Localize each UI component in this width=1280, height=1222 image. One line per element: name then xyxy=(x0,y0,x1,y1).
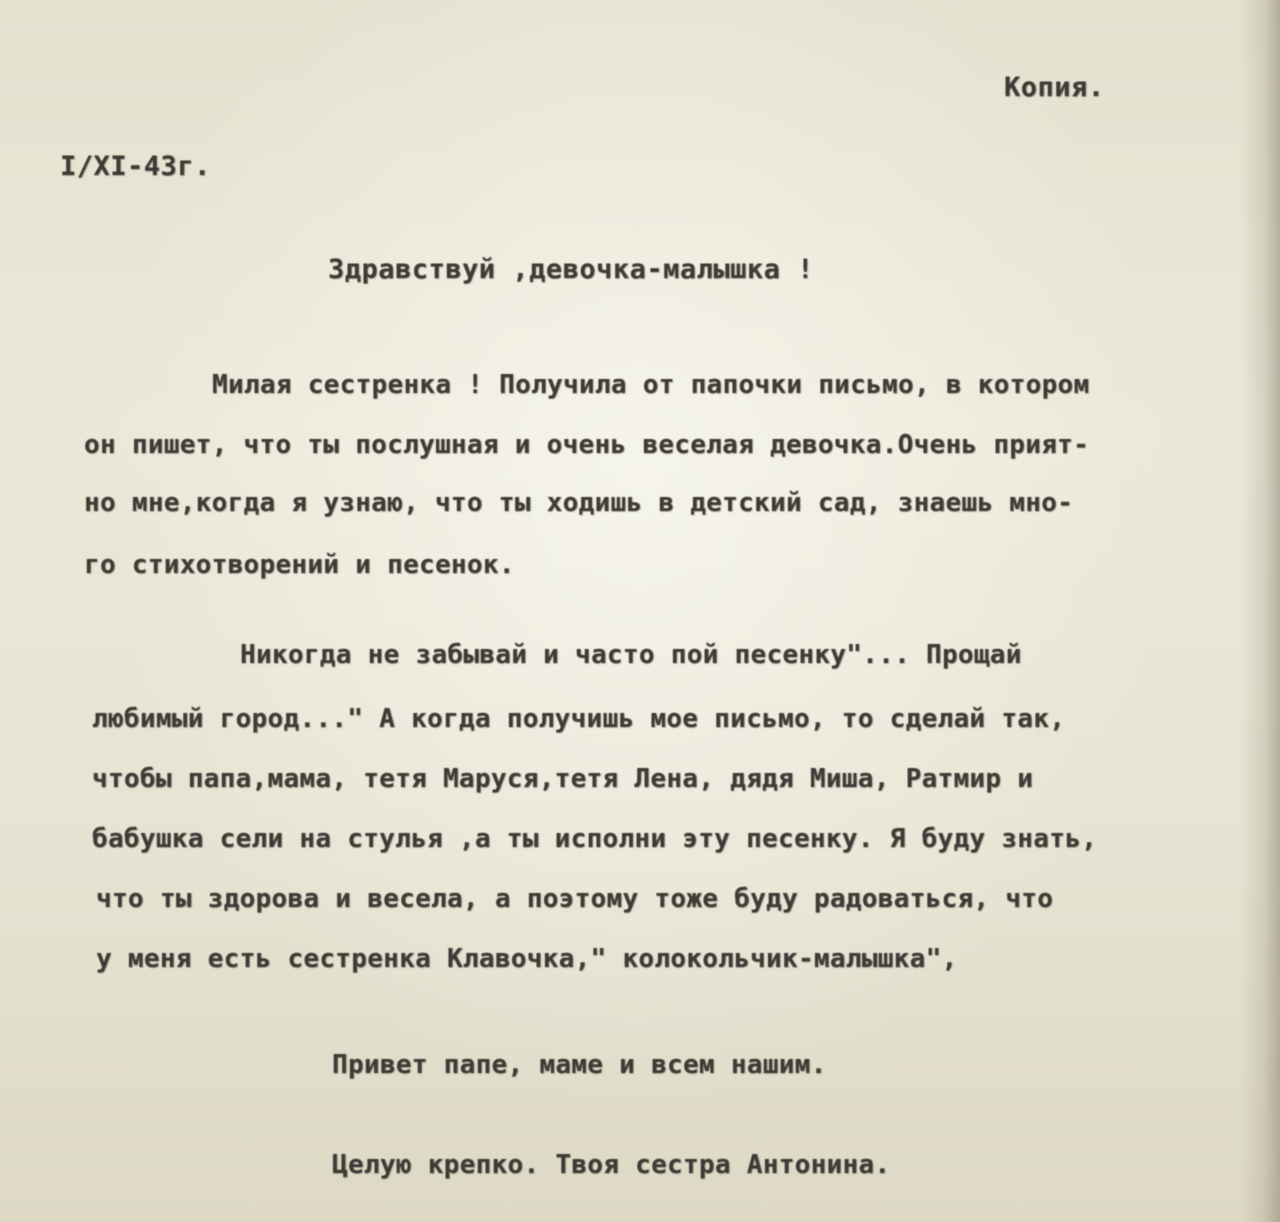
paragraph-line: любимый город..." А когда получишь мое письмо, то сделай так, xyxy=(92,704,1066,734)
paragraph-line: что ты здорова и весела, а поэтому тоже буду радоваться, что xyxy=(96,884,1054,914)
regards-line: Привет папе, маме и всем нашим. xyxy=(332,1050,827,1080)
page-edge-shadow xyxy=(1240,0,1280,1222)
paragraph-line: но мне,когда я узнаю, что ты ходишь в детский сад, знаешь мно- xyxy=(84,488,1074,518)
paragraph-line: Никогда не забывай и часто пой песенку"... Прощай xyxy=(240,640,1022,670)
signoff-line: Целую крепко. Твоя сестра Антонина. xyxy=(332,1150,891,1180)
letter-date: I/XI-43г. xyxy=(60,151,211,182)
paragraph-line: у меня есть сестренка Клавочка," колокольчик-малышка", xyxy=(96,944,958,974)
paragraph-line: он пишет, что ты послушная и очень веселая девочка.Очень прият- xyxy=(84,430,1090,460)
paragraph-line: бабушка сели на стулья ,а ты исполни эту песенку. Я буду знать, xyxy=(92,824,1098,854)
paragraph-line: чтобы папа,мама, тетя Маруся,тетя Лена, дядя Миша, Ратмир и xyxy=(92,764,1034,794)
paragraph-line: го стихотворений и песенок. xyxy=(84,550,515,580)
paragraph-line: Милая сестренка ! Получила от папочки письмо, в котором xyxy=(212,370,1090,400)
copy-mark: Копия. xyxy=(1004,72,1105,103)
letter-greeting: Здравствуй ,девочка-малышка ! xyxy=(328,254,814,285)
